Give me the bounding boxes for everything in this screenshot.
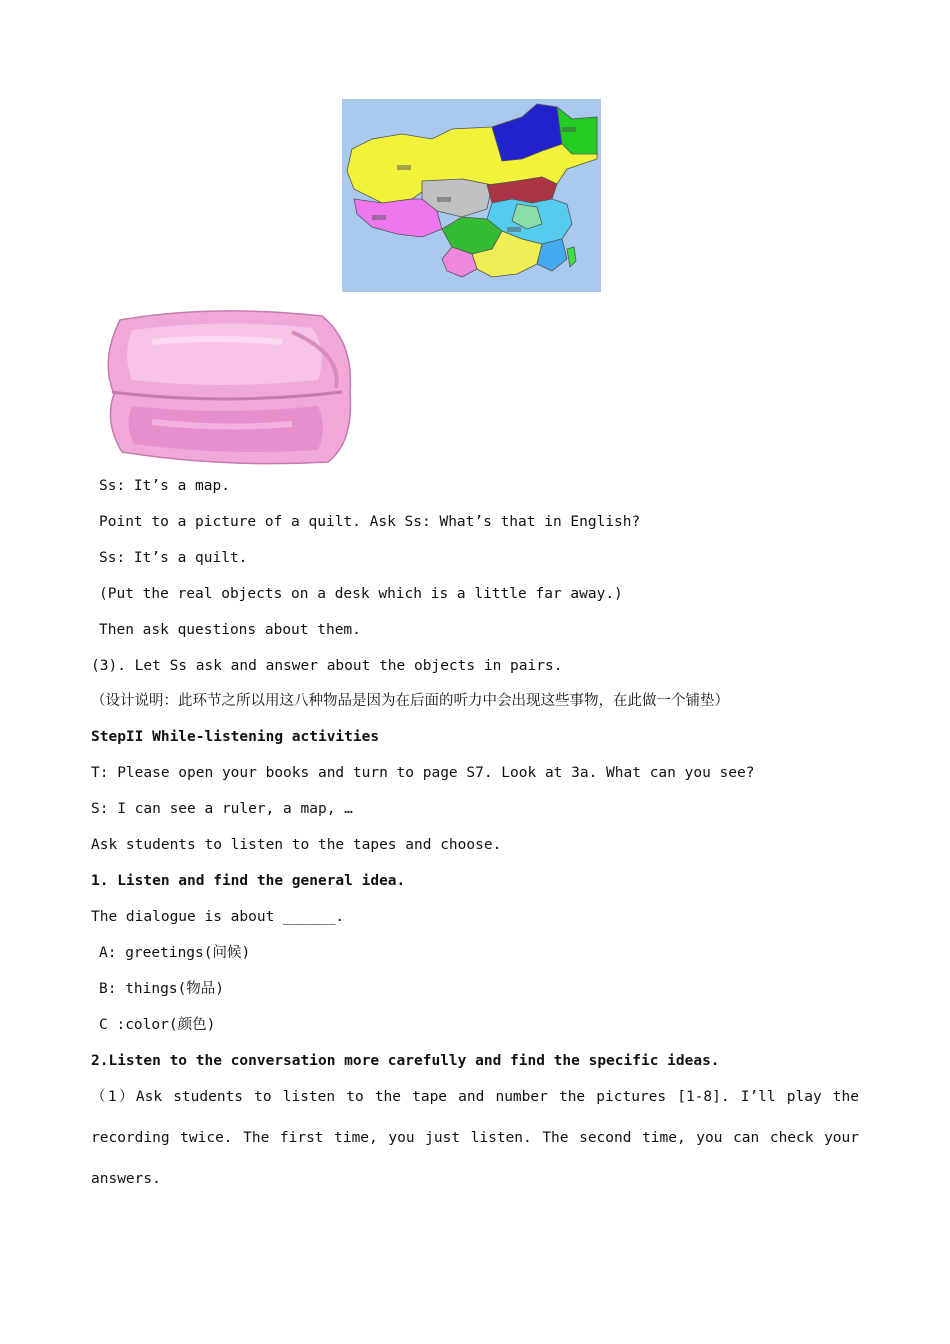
question-line: The dialogue is about ______. <box>91 909 345 925</box>
text-line-5: Then ask questions about them. <box>99 622 361 638</box>
text-line-1: Ss: It’s a map. <box>99 478 230 494</box>
china-map-image <box>342 99 601 292</box>
option-a: A: greetings(问候) <box>99 945 251 961</box>
text-line-2: Point to a picture of a quilt. Ask Ss: What’s that in English? <box>99 514 641 530</box>
option-c: C :color(颜色) <box>99 1017 216 1033</box>
section-heading: StepII While-listening activities <box>91 729 380 745</box>
design-note: （设计说明：此环节之所以用这八种物品是因为在后面的听力中会出现这些事物，在此做一个铺垫） <box>91 693 729 709</box>
text-line-4: (Put the real objects on a desk which is a little far away.) <box>99 586 623 602</box>
paragraph-line-1: （1）Ask students to listen to the tape and number the pictures [1-8]. I’ll play the <box>91 1089 859 1105</box>
text-line-10: S: I can see a ruler, a map, … <box>91 801 353 817</box>
text-line-9: T: Please open your books and turn to page S7. Look at 3a. What can you see? <box>91 765 755 781</box>
text-line-3: Ss: It’s a quilt. <box>99 550 248 566</box>
subheading-general-idea: 1. Listen and find the general idea. <box>91 873 406 889</box>
paragraph-line-3: answers. <box>91 1171 161 1187</box>
text-line-11: Ask students to listen to the tapes and choose. <box>91 837 502 853</box>
option-b: B: things(物品) <box>99 981 225 997</box>
quilt-image <box>92 302 356 468</box>
subheading-specific-ideas: 2.Listen to the conversation more carefully and find the specific ideas. <box>91 1053 720 1069</box>
text-line-6: (3). Let Ss ask and answer about the objects in pairs. <box>91 658 563 674</box>
paragraph-line-2: recording twice. The first time, you just listen. The second time, you can check your <box>91 1130 859 1146</box>
